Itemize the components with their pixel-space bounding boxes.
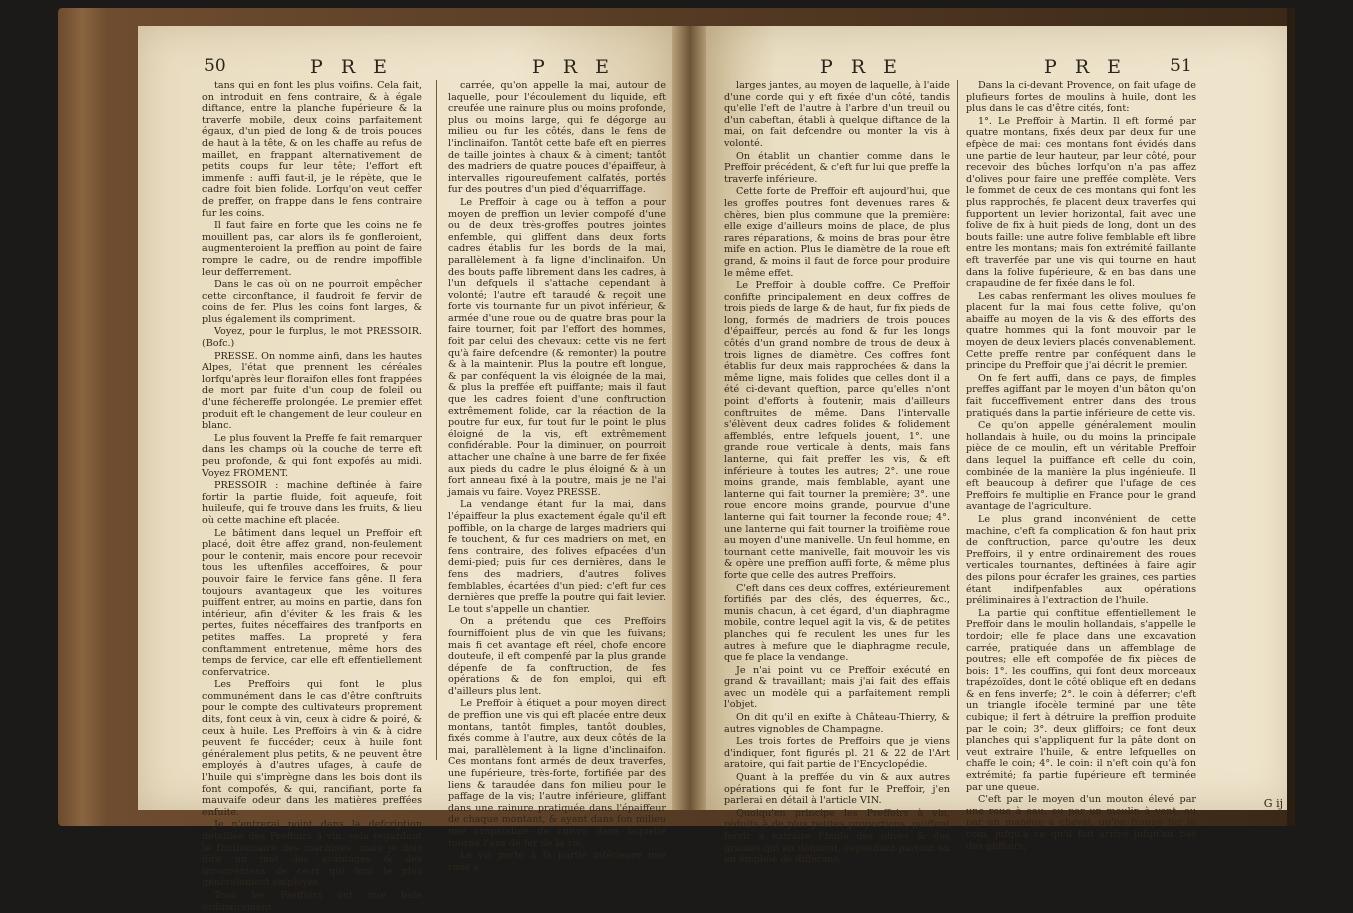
- paragraph: Tous les Preffoirs ont une bafe ordinairement: [202, 889, 422, 913]
- right-running-head-2: P R E: [1044, 56, 1128, 78]
- column-rule: [436, 80, 437, 760]
- left-column-2: [448, 80, 666, 873]
- paragraph: On dit qu'il en exifte à Château-Thierry, & autres vignobles de Champagne.: [724, 712, 950, 735]
- paragraph: PRESSOIR : machine deftinée à faire fortir la partie fluide, foit aqueufe, foit huileufe, qui fe trouve dans les fruits, & lieu où cette machine eft placée.: [202, 480, 422, 526]
- paragraph: Ce qu'on appelle généralement moulin hollandais à huile, ou du moins la principale pièce de ce moulin, eft un véritable Preffoir dans lequel la puiffance eft celle du coin, combinée de la manière la plus ingénieufe. Il eft beaucoup à defirer que l'ufage de ces Preffoirs fe multiplie en France pour le grand avantage de l'agriculture.: [966, 420, 1196, 513]
- book-edge: [1287, 8, 1295, 826]
- paragraph: Dans le cas où on ne pourroit empêcher cette circonftance, il faudroit fe fervir de coins de fer. Plus les coins font larges, & plus également ils compriment.: [202, 279, 422, 325]
- paragraph: Les cabas renfermant les olives moulues fe placent fur la mai fous cette folive, qu'on abaiffe au moyen de la vis & des efforts des quatre hommes qui la font mouvoir par le moyen de deux leviers placés convenablement. Cette preffe rentre par conféquent dans le principe du Preffoir que j'ai décrit le premier.: [966, 290, 1196, 372]
- paragraph: Le bâtiment dans lequel un Preffoir eft placé, doit être affez grand, non-feulement pour le contenir, mais encore pour recevoir tous les uftenfiles acceffoires, & pour pouvoir faire le fervice fans gêne. Il fera toujours avantageux que les voitures puiffent entrer, au moins en partie, dans fon intérieur, afin d'éviter & les frais & les pertes, fuites néceffaires des tranfports en petites maffes. La propreté y fera conftamment entretenue, même hors des temps de fervice, car elle eft effentiellement confervatrice.: [202, 527, 422, 678]
- paragraph: Dans la ci-devant Provence, on fait ufage de plufieurs fortes de moulins à huile, dont les plus dans le cas d'être cités, font:: [966, 80, 1196, 115]
- paragraph: On a prétendu que ces Preffoirs fourniffoient plus de vin que les fuivans; mais fi cet avantage eft réel, chofe encore douteufe, il eft compenfé par la plus grande dépenfe de fa conftruction, de fes opérations & de fon emploi, qui eft d'ailleurs plus lent.: [448, 616, 666, 697]
- paragraph: Cette forte de Preffoir eft aujourd'hui, que les groffes poutres font devenues rares & chères, bien plus commune que la première: elle exige d'ailleurs moins de place, de plus rares réparations, & moins de bras pour être mife en action. Plus le diamètre de la roue eft grand, & moins il faut de force pour produire le même effet.: [724, 186, 950, 279]
- paragraph: PRESSE. On nomme ainfi, dans les hautes Alpes, l'état que prennent les céréales lorfqu'après leur floraifon elles font frappées de mort par fuite d'un coup de foleil ou d'une féchereffe prolongée. Le premier effet produit eft le changement de leur couleur en blanc.: [202, 350, 422, 432]
- right-running-head: P R E: [820, 56, 904, 78]
- left-page-number: 50: [204, 56, 226, 76]
- paragraph: Quoiqu'en principe les Preffoirs à vin, réduits à de plus petites proportions, puiffent fervir à extraire l'huile des olives & des graines qui en donnent, cependant partout on en emploie de différens.: [724, 807, 950, 866]
- paragraph: La partie qui conftitue effentiellement le Preffoir dans le moulin hollandais, s'appelle le tordoir; elle fe place dans une excavation carrée, pratiquée dans un affemblage de poutres; elle eft compofée de fix pièces de bois: 1°. les couffins, qui font deux morceaux trapézoïdes, dont le côté oblique eft en dedans & en fens inverfe; 2°. le coin à déferrer; c'eft un triangle ifocèle terminé par une tête cubique; il fert à détruire la preffion produite par le coin; 3°. deux gliffoirs; ce font deux planches qui s'appliquent fur la pâte dont on veut extraire l'huile, & entre lefquelles on chaffe le coin; 4°. le coin: il n'eft coin qu'à fon extrémité; fa partie fupérieure eft terminée par une queue.: [966, 607, 1196, 793]
- paragraph: larges jantes, au moyen de laquelle, à l'aide d'une corde qui y eft fixée d'un côté, tandis qu'elle l'eft de l'autre à l'arbre d'un treuil ou d'un cabeftan, établi à quelque diftance de la mai, on fait defcendre ou monter la vis à volonté.: [724, 80, 950, 149]
- signature-mark: G ij: [1263, 797, 1283, 810]
- paragraph: On établit un chantier comme dans le Preffoir précédent, & c'eft fur lui que preffe la traverfe inférieure.: [724, 150, 950, 185]
- right-column-2: [966, 80, 1196, 852]
- paragraph: C'eft dans ces deux coffres, extérieurement fortifiés par des clés, des équerres, &c., munis chacun, à cet égard, d'un diaphragme mobile, contre lequel agit la vis, & de petites planches qui fe reculent les unes fur les autres à mefure que le diaphragme recule, que fe place la vendange.: [724, 582, 950, 664]
- column-rule: [957, 80, 958, 760]
- paragraph: Il faut faire en forte que les coins ne fe mouillent pas, car alors ils fe gonfleroient, augmenteroient la preffion au point de faire rompre le cadre, ou de rendre impoffible leur defferrement.: [202, 220, 422, 278]
- paragraph: tans qui en font les plus voifins. Cela fait, on introduit en fens contraire, & à égale diftance, entre la planche fupérieure & la traverfe mobile, deux coins parfaitement égaux, d'un pied de long & de trois pouces de haut à la tête, & on les chaffe au refus de maillet, en frappant alternativement de petits coups fur leur tête; l'effort eft immenfe : auffi faut-il, je le répète, que le cadre foit bien folide. Lorfqu'on veut ceffer de preffer, on frappe dans le fens contraire fur les coins.: [202, 80, 422, 219]
- right-column-1: [724, 80, 950, 866]
- paragraph: Le plus grand inconvénient de cette machine, c'eft fa complication & fon haut prix de conftruction, parce qu'outre les deux Preffoirs, il y entre ordinairement des roues verticales tournantes, deftinées à faire agir des pilons pour écrafer les graines, ces parties étant indifpenfables aux opérations préliminaires à l'extraction de l'huile.: [966, 513, 1196, 607]
- paragraph: C'eft par le moyen d'un mouton élevé par une roue à eau, ou par un moulin à vent, ou par un manège à cheval, qu'on frappe fur le coin, jufqu'à ce qu'il foit arrivé jufqu'au bas des gliffoirs,: [966, 794, 1196, 852]
- left-running-head: P R E: [310, 56, 394, 78]
- paragraph: carrée, qu'on appelle la mai, autour de laquelle, pour l'écoulement du liquide, eft creufée une rainure plus ou moins profonde, plus ou moins large, qui fe dégorge au milieu ou fur les côtés, dans le fens de l'inclinaifon. Tantôt cette bafe eft en pierres de taille jointes à chaux & à ciment; tantôt des madriers de quatre pouces d'épaiffeur, à intervalles rigoureufement calfatés, portés fur des poutres d'un pied d'équarriffage.: [448, 80, 666, 196]
- paragraph: On fe fert auffi, dans ce pays, de fimples preffes agiffant par le moyen d'un bâton qu'on fait fucceffivement entrer dans des trous pratiqués dans la partie inférieure de cette vis.: [966, 372, 1196, 419]
- left-running-head-2: P R E: [532, 56, 616, 78]
- paragraph: Les trois fortes de Preffoirs que je viens d'indiquer, font figurés pl. 21 & 22 de l'Art aratoire, qui fait partie de l'Encyclopédie.: [724, 736, 950, 771]
- book-gutter: [672, 26, 708, 810]
- paragraph: Les Preffoirs qui font le plus communément dans le cas d'être conftruits pour le compte des cultivateurs proprement dits, font ceux à vin, ceux à cidre & poiré, & ceux à huile. Les Preffoirs à vin & à cidre peuvent fe fuccéder; ceux à huile font généralement plus petits, & ne peuvent être employés à d'autres ufages, à caufe de l'huile qui s'imprègne dans les bois dont ils font compofés, & qui, rancifiant, porte fa mauvaife odeur dans les matières preffées enfuite.: [202, 679, 422, 818]
- paragraph: Je n'ai point vu ce Preffoir exécuté en grand & travaillant; mais j'ai fait des effais avec un modèle qui a parfaitement rempli l'objet.: [724, 664, 950, 711]
- paragraph: 1°. Le Preffoir à Martin. Il eft formé par quatre montans, fixés deux par deux fur une efpèce de mai: ces montans font évidés dans une partie de leur hauteur, par leur côté, pour recevoir des bûches lorfqu'on n'a pas affez d'olives pour faire une preffée complète. Vers le fommet de ceux de ces montans qui font les plus rapprochés, fe placent deux traverfes qui fupportent un levier horizontal, fait avec une folive de fix à huit pieds de long, dont un des bouts faille: une autre folive femblable eft libre entre les montans; mais fon extrémité faillante eft traverfée par une vis qui tourne en haut dans la folive fupérieure, & en bas dans une crapaudine de fer fixée dans le fol.: [966, 115, 1196, 290]
- paragraph: Quant à la preffée du vin & aux autres opérations qui fe font fur le Preffoir, j'en parlerai en détail à l'article VIN.: [724, 772, 950, 807]
- paragraph: Le Preffoir à étiquet a pour moyen direct de preffion une vis qui eft placée entre deux montans, tantôt fimples, tantôt doubles, fixés comme à l'autre, aux deux côtés de la mai, parallèlement à la ligne d'inclinaifon. Ces montans font armés de deux traverfes, une fupérieure, très-forte, fortifiée par des liens & taraudée dans fon milieu pour le paffage de la vis; l'autre inférieure, gliffant dans une rainure pratiquée dans l'épaiffeur de chaque montant, & ayant dans fon milieu une crapaudine de cuivre dans laquelle tourne l'axe de fer de la vis.: [448, 698, 666, 849]
- paragraph: Le Preffoir à double coffre. Ce Preffoir confifte principalement en deux coffres de trois pieds de large & de haut, fur fix pieds de long, formés de madriers de trois pouces d'épaiffeur, percés au fond & fur les longs côtés d'un grand nombre de trous de deux à trois lignes de diamètre. Ces coffres font établis fur deux mais rapprochées & dans la même ligne, mais folides que celles dont il a été ci-devant queftion, parce qu'elles n'ont point d'efforts à foutenir, mais d'ailleurs conftruites de même. Dans l'intervalle s'élèvent deux cadres folides & folidement affemblés, entre lefquels jouent, 1°. une grande roue verticale à dents, mais fans lanterne, qui fait preffer les vis, & eft inférieure à toutes les autres; 2°. une roue moins grande, mais femblable, ayant une lanterne qui fait tourner la première; 3°. une roue encore moins grande, pourvue d'une lanterne qui fait tourner la feconde roue; 4°. une lanterne qui fait tourner la troifième roue au moyen d'une manivelle. Un feul homme, en tournant cette manivelle, fait mouvoir les vis & opère une preffion auffi forte, & même plus forte que celle des autres Preffoirs.: [724, 280, 950, 581]
- paragraph: Le plus fouvent la Preffe fe fait remarquer dans les champs où la couche de terre eft peu profonde, & qui font expofés au midi. Voyez FROMENT.: [202, 432, 422, 479]
- paragraph: Le Preffoir à cage ou à teffon a pour moyen de preffion un levier compofé d'une ou de deux très-groffes poutres jointes enfemble, qui gliffent dans deux forts cadres établis fur les bords de la mai, parallèlement à fa ligne d'inclinaifon. Un des bouts paffe librement dans les cadres, à l'un defquels il s'attache cependant à volonté; l'autre eft taraudé & reçoit une forte vis tournante fur un pivot inférieur, & armée d'une roue ou de quatre bras pour la faire tourner, foit par l'effort des hommes, foit par celui des chevaux: cette vis ne fert qu'à faire defcendre (& remonter) la poutre & à la maintenir. Plus la poutre eft longue, & par conféquent la vis éloignée de la mai, & plus la preffée eft puiffante; mais il faut que les cadres foient d'une conftruction extrêmement folide, car la réaction de la poutre fur eux, fur tout fur le point le plus éloigné de la vis, eft extrêmement confidérable. Pour la diminuer, on pourroit attacher une chaîne à une barre de fer fixée aux pieds du cadre le plus éloigné & à un fort anneau fixé à la poutre, mais je ne l'ai jamais vu faire. Voyez PRESSE.: [448, 196, 666, 498]
- paragraph: La vis porte à fa partie inférieure une roue à: [448, 850, 666, 873]
- paragraph: La vendange étant fur la mai, dans l'épaiffeur la plus exactement égale qu'il eft poffible, on la charge de larges madriers qui fe touchent, & fur ces madriers on met, en fens contraire, des folives efpacées d'un demi-pied; puis fur ces dernières, dans le fens des madriers, d'autres folives femblables, écartées d'un pied: c'eft fur ces dernières que preffe la poutre qui fait levier. Le tout s'appelle un chantier.: [448, 499, 666, 615]
- right-page-number: 51: [1170, 56, 1192, 76]
- paragraph: Voyez, pour le furplus, le mot PRESSOIR. (Bofc.): [202, 326, 422, 350]
- paragraph: Je n'entrerai point dans la defcription détaillée des Preffoirs à vin, cela regardant le Dictionnaire des machines; mais je dois dire un mot des avantages & des inconvéniens de ceux qui font le plus généralement employés.: [202, 819, 422, 889]
- left-column-1: [202, 80, 422, 913]
